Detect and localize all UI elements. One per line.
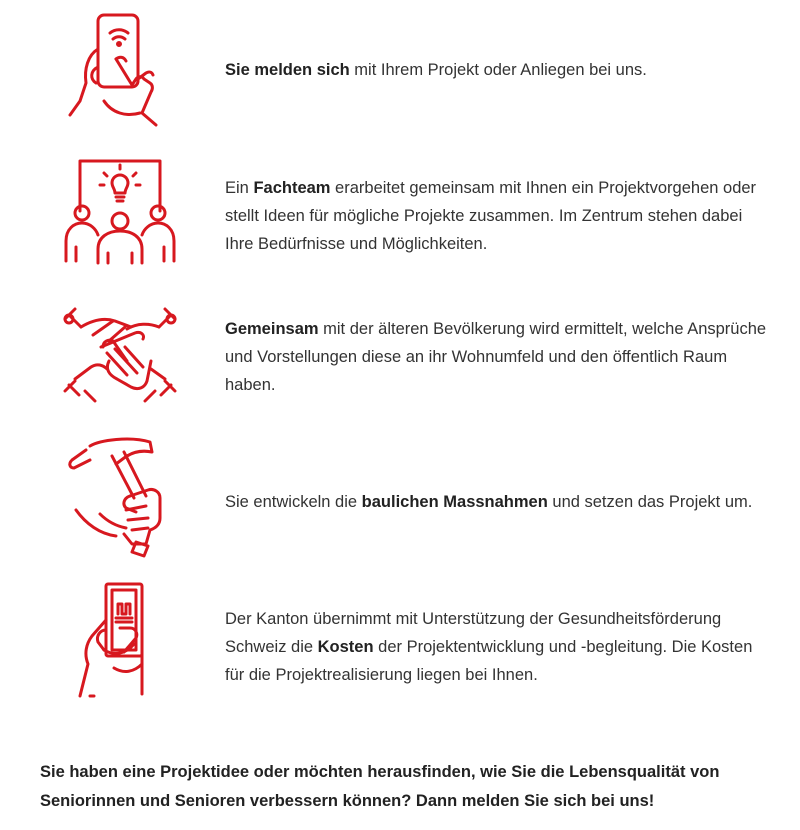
step-2-text xyxy=(225,174,770,258)
step-2-pre: Ein xyxy=(225,179,254,197)
step-1-text xyxy=(225,56,770,84)
step-5-text xyxy=(225,605,770,689)
step-5-rest: der Projektentwicklung und -begleitung. Die Kosten für die Projektrealisierung liegen bei Ihnen. xyxy=(225,638,753,684)
step-1-bold: Sie melden sich xyxy=(225,61,350,79)
hand-holding-card-icon xyxy=(40,576,200,710)
hammer-in-hand-icon xyxy=(40,428,200,562)
step-1-rest: mit Ihrem Projekt oder Anliegen bei uns. xyxy=(349,61,647,79)
step-3-rest: mit der älteren Bevölkerung wird ermittelt, welche Ansprüche und Vorstellungen diese an ihr Wohnumfeld und den öffentlich Raum haben. xyxy=(225,320,767,394)
step-2-bold: Fachteam xyxy=(253,179,331,197)
step-4-text xyxy=(225,488,770,516)
step-4-pre: Sie entwickeln die xyxy=(225,493,362,511)
step-5-pre: Der Kanton übernimmt mit Unterstützung der Gesundheitsförderung Schweiz die xyxy=(225,610,722,656)
step-5-bold: Kosten xyxy=(317,638,374,656)
step-2-rest: erarbeitet gemeinsam mit Ihnen ein Projektvorgehen oder stellt Ideen für mögliche Projekte zusammen. Im Zentrum stehen dabei Ihre Bedürfnisse und Möglichkeiten. xyxy=(225,179,757,253)
step-3-text xyxy=(225,315,770,399)
joined-hands-icon xyxy=(40,290,200,412)
step-4-rest: und setzen das Projekt um. xyxy=(547,493,753,511)
step-3-bold: Gemeinsam xyxy=(225,320,319,338)
smartphone-tap-icon xyxy=(40,8,200,130)
team-idea-presentation-icon xyxy=(40,150,200,272)
call-to-action-text: Sie haben eine Projektidee oder möchten herausfinden, wie Sie die Lebensqualität von Seniorinnen und Senioren verbessern können? Dann melden Sie sich bei uns! xyxy=(40,763,720,810)
step-4-bold: baulichen Massnahmen xyxy=(361,493,548,511)
